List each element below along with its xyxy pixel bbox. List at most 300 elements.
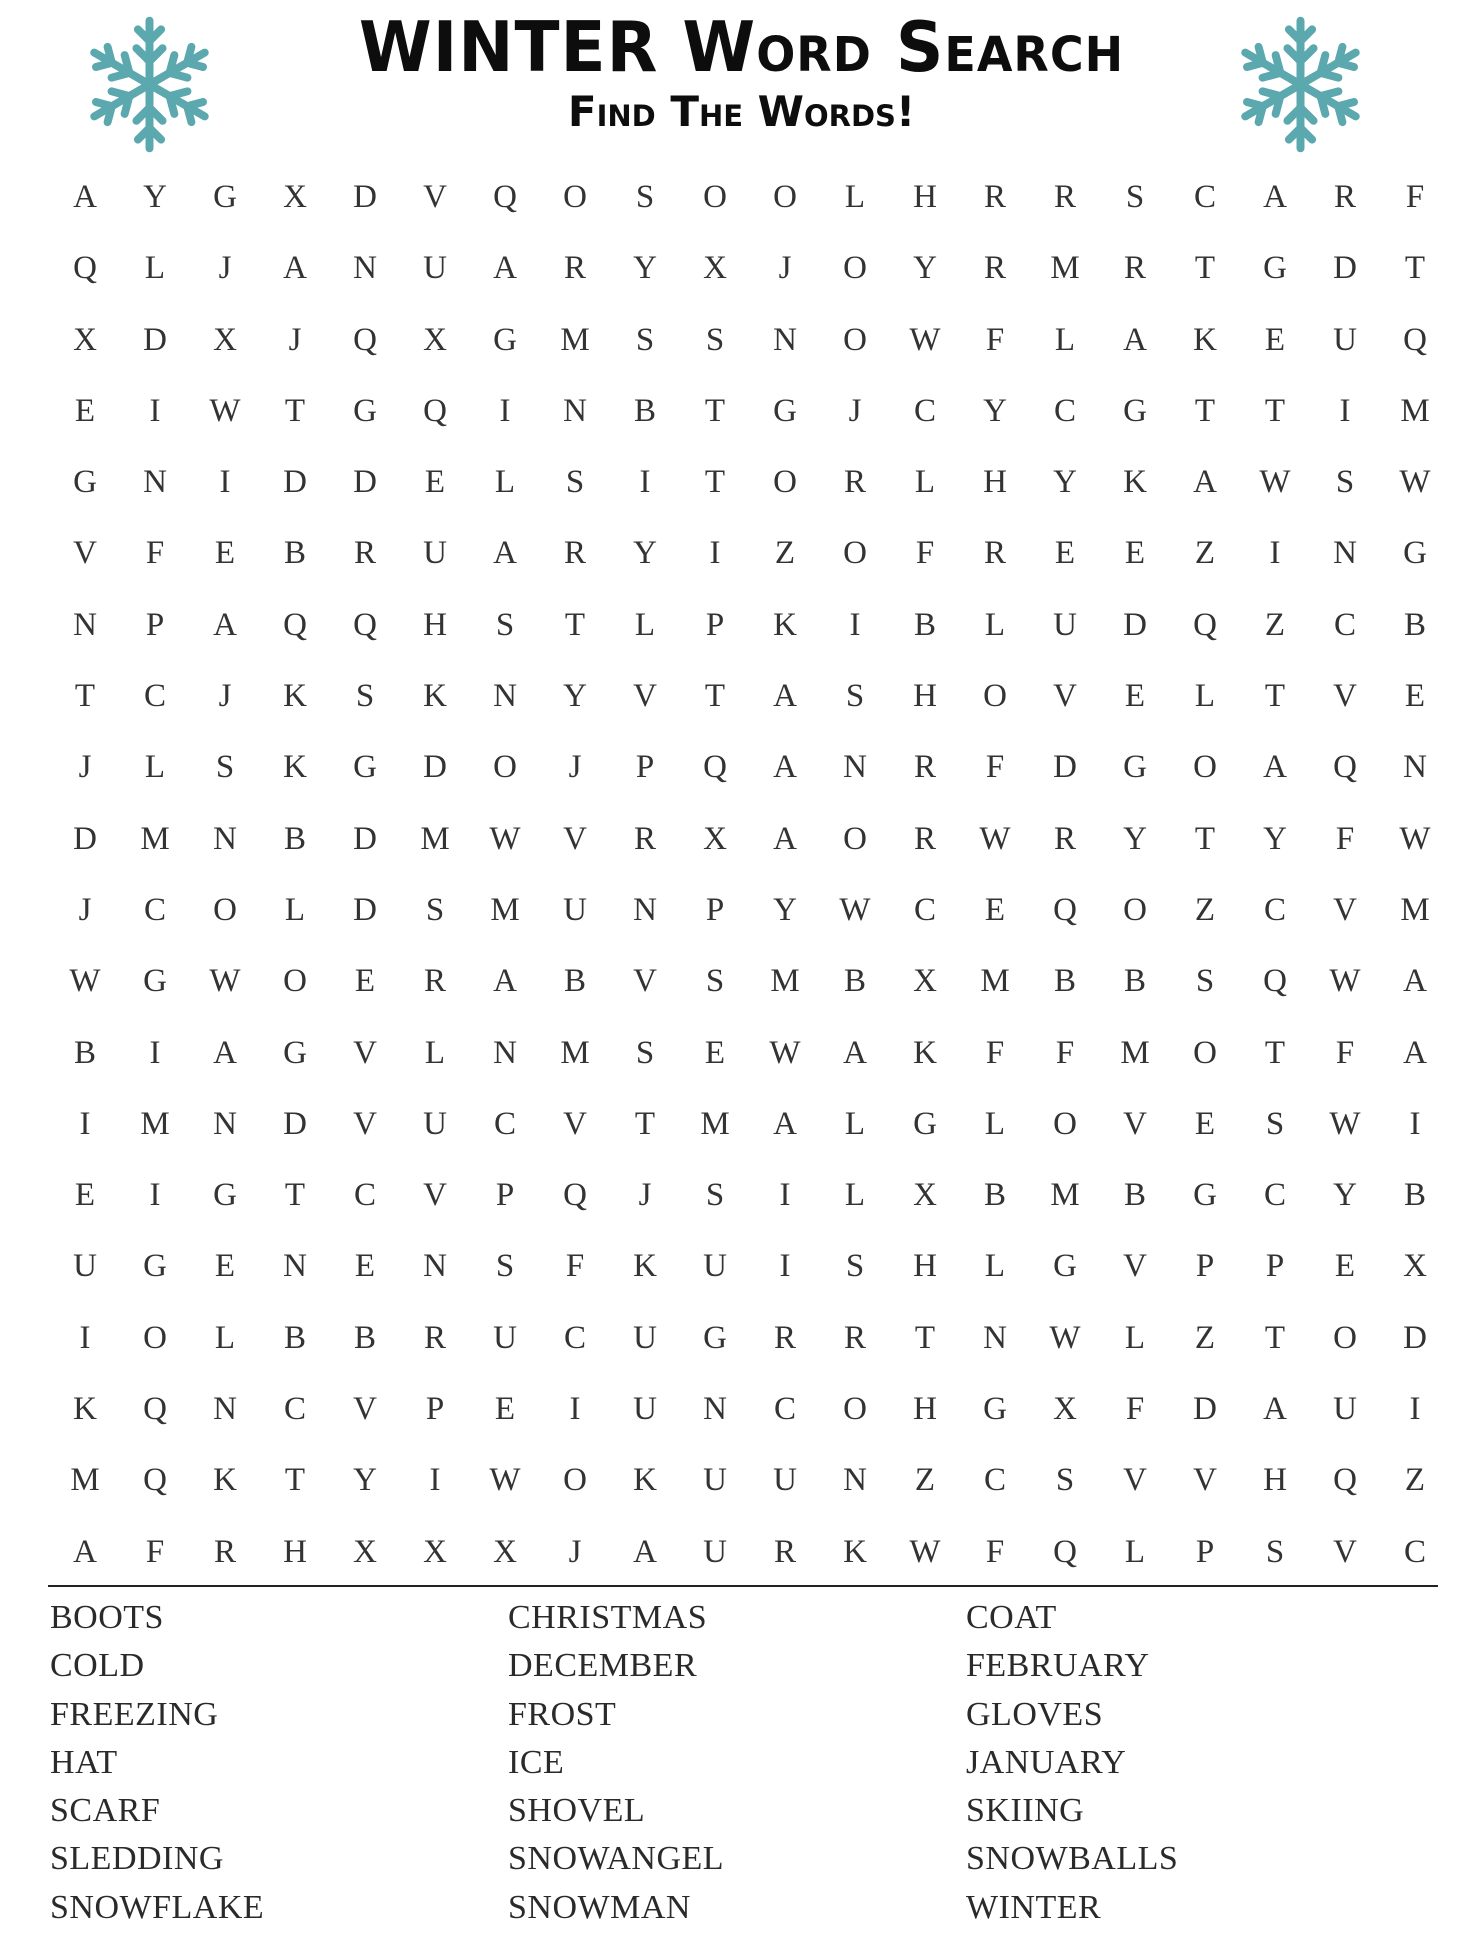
grid-cell: B [283,535,306,572]
grid-cell: T [1194,392,1216,429]
grid-cell: R [843,464,866,501]
grid-cell: I [709,535,721,572]
grid-cell: N [843,1462,867,1499]
grid-cell: O [843,321,867,358]
grid-cell: Q [1333,1462,1357,1499]
grid-cell: G [213,1177,237,1214]
grid-cell: S [495,606,515,643]
word-list-item: SLEDDING [50,1840,224,1878]
grid-cell: A [493,963,517,1000]
grid-cell: G [143,1248,167,1285]
grid-cell: T [1264,678,1286,715]
grid-cell: E [354,1248,376,1285]
grid-cell: S [1335,464,1355,501]
grid-cell: Y [1053,464,1077,501]
grid-cell: R [773,1319,796,1356]
grid-cell: G [353,392,377,429]
grid-cell: E [1124,535,1146,572]
grid-cell: Y [913,250,937,287]
grid-cell: W [909,321,941,358]
grid-cell: A [73,179,97,215]
grid-cell: G [703,1319,727,1356]
grid-cell: N [493,678,517,715]
grid-cell: F [915,535,935,572]
grid-cell: V [73,535,97,572]
grid-cell: M [1120,1034,1150,1071]
grid-cell: K [423,678,447,715]
grid-cell: U [1053,606,1077,643]
grid-cell: L [844,179,866,215]
grid-cell: U [1333,1391,1357,1428]
grid-cell: O [773,179,797,215]
grid-cell: T [1194,820,1216,857]
grid-cell: R [983,250,1006,287]
grid-cell: D [283,464,307,501]
grid-cell: I [429,1462,441,1499]
grid-cell: V [1193,1462,1217,1499]
grid-cell: T [704,392,726,429]
grid-cell: X [703,250,727,287]
grid-cell: P [1195,1533,1215,1570]
grid-cell: U [563,891,587,928]
grid-cell: M [70,1462,100,1499]
grid-cell: O [773,464,797,501]
grid-cell: K [633,1248,657,1285]
grid-cell: T [284,1177,306,1214]
word-list-item: SNOWANGEL [508,1840,725,1878]
grid-cell: P [635,749,655,786]
grid-cell: K [283,678,307,715]
grid-cell: M [1400,392,1430,429]
grid-cell: N [1333,535,1357,572]
grid-cell: X [423,321,447,358]
grid-cell: C [283,1391,306,1428]
grid-cell: I [569,1391,581,1428]
grid-cell: U [703,1462,727,1499]
grid-cell: J [848,392,862,429]
grid-cell: L [284,891,306,928]
grid-cell: G [353,749,377,786]
word-list-item: DECEMBER [508,1647,698,1685]
grid-cell: W [1259,464,1291,501]
page-title: WINTER Word Search [358,7,1125,88]
grid-cell: W [839,891,871,928]
grid-cell: K [73,1391,97,1428]
grid-cell: N [213,1105,237,1142]
grid-cell: X [1403,1248,1427,1285]
grid-cell: F [1335,820,1355,857]
grid-cell: V [563,820,587,857]
grid-cell: B [1123,963,1146,1000]
grid-cell: G [213,179,237,215]
grid-cell: S [355,678,375,715]
grid-cell: S [1055,1462,1075,1499]
grid-cell: E [354,963,376,1000]
grid-cell: Z [1264,606,1286,643]
grid-cell: F [565,1248,585,1285]
grid-cell: L [634,606,656,643]
grid-cell: Q [493,179,517,215]
grid-cell: E [1404,678,1426,715]
grid-cell: B [983,1177,1006,1214]
grid-cell: C [913,392,936,429]
grid-cell: Y [563,678,587,715]
grid-cell: E [1054,535,1076,572]
grid-cell: L [1054,321,1076,358]
grid-cell: Q [1333,749,1357,786]
grid-cell: A [773,820,797,857]
grid-cell: M [770,963,800,1000]
grid-cell: T [1264,1034,1286,1071]
grid-cell: N [213,820,237,857]
grid-cell: M [560,1034,590,1071]
grid-cell: Z [914,1462,936,1499]
grid-cell: M [420,820,450,857]
grid-cell: D [73,820,97,857]
grid-cell: Q [1193,606,1217,643]
grid-cell: V [1123,1248,1147,1285]
grid-cell: D [1053,749,1077,786]
grid-cell: S [635,179,655,215]
grid-cell: G [1263,250,1287,287]
grid-cell: A [1403,1034,1427,1071]
grid-cell: D [283,1105,307,1142]
grid-cell: M [980,963,1010,1000]
grid-cell: Q [703,749,727,786]
grid-cell: M [140,820,170,857]
grid-cell: T [284,1462,306,1499]
grid-cell: W [69,963,101,1000]
grid-cell: L [144,749,166,786]
grid-cell: J [218,250,232,287]
grid-cell: Z [1404,1462,1426,1499]
grid-cell: O [213,891,237,928]
grid-cell: V [1333,1533,1357,1570]
grid-cell: S [705,321,725,358]
grid-cell: R [983,535,1006,572]
grid-cell: F [985,749,1005,786]
grid-cell: K [1193,321,1217,358]
grid-cell: T [914,1319,936,1356]
grid-cell: I [149,1177,161,1214]
grid-cell: J [78,891,92,928]
grid-cell: S [495,1248,515,1285]
word-list-item: SHOVEL [508,1792,646,1830]
grid-cell: E [1124,678,1146,715]
grid-cell: K [913,1034,937,1071]
grid-cell: B [563,963,586,1000]
grid-cell: A [213,606,237,643]
grid-cell: M [560,321,590,358]
grid-cell: B [1403,606,1426,643]
grid-cell: D [353,820,377,857]
grid-cell: Q [353,321,377,358]
grid-cell: A [773,749,797,786]
grid-cell: O [983,678,1007,715]
grid-cell: M [1050,1177,1080,1214]
grid-cell: Q [1403,321,1427,358]
word-list-item: GLOVES [966,1695,1104,1733]
grid-cell: D [353,464,377,501]
grid-cell: P [1195,1248,1215,1285]
word-list-item: FEBRUARY [966,1647,1150,1685]
grid-cell: S [215,749,235,786]
grid-cell: N [283,1248,307,1285]
grid-cell: N [703,1391,727,1428]
grid-cell: J [218,678,232,715]
grid-cell: V [1333,891,1357,928]
grid-cell: F [985,1034,1005,1071]
grid-cell: L [1124,1319,1146,1356]
grid-cell: D [1333,250,1357,287]
grid-cell: N [983,1319,1007,1356]
grid-cell: S [635,321,655,358]
grid-cell: X [913,963,937,1000]
grid-cell: X [353,1533,377,1570]
grid-cell: Y [143,179,167,215]
grid-cell: Q [353,606,377,643]
grid-cell: W [979,820,1011,857]
grid-cell: Q [143,1462,167,1499]
grid-cell: Q [73,250,97,287]
grid-cell: O [563,179,587,215]
grid-cell: S [1125,179,1145,215]
word-list-item: WINTER [966,1888,1102,1926]
grid-cell: D [1123,606,1147,643]
grid-cell: W [489,1462,521,1499]
grid-cell: U [773,1462,797,1499]
grid-cell: H [913,678,937,715]
grid-cell: Y [633,250,657,287]
grid-cell: V [353,1105,377,1142]
grid-cell: U [703,1248,727,1285]
grid-cell: A [1263,1391,1287,1428]
grid-cell: O [1193,749,1217,786]
grid-cell: L [914,464,936,501]
grid-cell: Y [1123,820,1147,857]
grid-cell: E [1334,1248,1356,1285]
grid-cell: S [705,963,725,1000]
grid-cell: O [843,1391,867,1428]
grid-cell: J [78,749,92,786]
grid-cell: S [845,1248,865,1285]
word-list-item: FREEZING [50,1695,219,1733]
grid-cell: I [1409,1105,1421,1142]
grid-cell: W [909,1533,941,1570]
grid-cell: G [773,392,797,429]
word-list-item: BOOTS [50,1599,164,1636]
grid-cell: I [639,464,651,501]
word-list-item: CHRISTMAS [508,1599,708,1636]
grid-cell: N [563,392,587,429]
grid-cell: C [1193,179,1216,215]
grid-cell: U [703,1533,727,1570]
grid-cell: A [1123,321,1147,358]
grid-cell: E [74,1177,96,1214]
grid-cell: R [353,535,376,572]
grid-cell: E [494,1391,516,1428]
grid-cell: L [144,250,166,287]
grid-cell: G [1193,1177,1217,1214]
grid-cell: W [1049,1319,1081,1356]
word-list-item: HAT [50,1743,118,1781]
grid-cell: I [219,464,231,501]
grid-cell: F [985,1533,1005,1570]
grid-cell: G [1403,535,1427,572]
grid-cell: R [1053,820,1076,857]
grid-cell: R [1123,250,1146,287]
grid-cell: K [633,1462,657,1499]
grid-cell: L [984,1248,1006,1285]
grid-cell: Y [1333,1177,1357,1214]
grid-cell: V [353,1034,377,1071]
grid-cell: C [143,678,166,715]
grid-cell: Q [1053,1533,1077,1570]
grid-cell: D [143,321,167,358]
grid-cell: T [704,464,726,501]
grid-cell: N [353,250,377,287]
grid-cell: F [1055,1034,1075,1071]
grid-cell: A [773,1105,797,1142]
grid-cell: T [1404,250,1426,287]
grid-cell: O [143,1319,167,1356]
grid-cell: X [913,1177,937,1214]
grid-cell: T [1264,392,1286,429]
grid-cell: G [1123,749,1147,786]
grid-cell: K [283,749,307,786]
grid-cell: W [1329,963,1361,1000]
grid-cell: R [913,749,936,786]
grid-cell: O [1333,1319,1357,1356]
grid-cell: F [985,321,1005,358]
grid-cell: V [423,1177,447,1214]
grid-cell: L [984,1105,1006,1142]
grid-cell: Y [1263,820,1287,857]
grid-cell: T [1264,1319,1286,1356]
grid-cell: A [283,250,307,287]
grid-cell: A [213,1034,237,1071]
grid-cell: N [773,321,797,358]
grid-cell: O [843,535,867,572]
grid-cell: K [1123,464,1147,501]
grid-cell: C [493,1105,516,1142]
grid-cell: W [1399,464,1431,501]
grid-cell: X [1053,1391,1077,1428]
grid-cell: W [1329,1105,1361,1142]
grid-cell: L [494,464,516,501]
grid-cell: U [493,1319,517,1356]
grid-cell: F [1125,1391,1145,1428]
grid-cell: U [1333,321,1357,358]
grid-cell: L [1194,678,1216,715]
grid-cell: V [1123,1105,1147,1142]
grid-cell: O [843,250,867,287]
grid-cell: T [704,678,726,715]
grid-cell: X [493,1533,517,1570]
word-list-item: COLD [50,1647,145,1685]
word-list-item: SKIING [966,1792,1085,1830]
grid-cell: T [1194,250,1216,287]
grid-cell: C [913,891,936,928]
grid-cell: S [425,891,445,928]
grid-cell: R [913,820,936,857]
grid-cell: H [1263,1462,1287,1499]
grid-cell: S [845,678,865,715]
grid-cell: H [913,1248,937,1285]
grid-cell: N [73,606,97,643]
grid-cell: R [563,250,586,287]
grid-cell: U [633,1319,657,1356]
grid-cell: B [283,820,306,857]
grid-cell: A [73,1533,97,1570]
grid-cell: A [843,1034,867,1071]
grid-cell: A [493,535,517,572]
grid-cell: G [1053,1248,1077,1285]
grid-cell: G [913,1105,937,1142]
grid-cell: P [145,606,165,643]
grid-cell: X [73,321,97,358]
grid-cell: Y [773,891,797,928]
grid-cell: E [704,1034,726,1071]
grid-cell: R [773,1533,796,1570]
grid-cell: U [633,1391,657,1428]
grid-cell: O [493,749,517,786]
grid-cell: I [1339,392,1351,429]
grid-cell: P [495,1177,515,1214]
grid-cell: E [984,891,1006,928]
grid-cell: E [214,535,236,572]
grid-cell: U [423,535,447,572]
grid-cell: M [490,891,520,928]
grid-cell: M [1400,891,1430,928]
grid-cell: D [1403,1319,1427,1356]
page-subtitle: Find The Words! [567,87,916,136]
grid-cell: F [145,1533,165,1570]
grid-cell: Z [1194,1319,1216,1356]
grid-cell: N [1403,749,1427,786]
word-list-item: SNOWMAN [508,1888,691,1926]
grid-cell: I [849,606,861,643]
grid-cell: N [143,464,167,501]
grid-cell: W [209,963,241,1000]
grid-cell: O [283,963,307,1000]
grid-cell: B [1403,1177,1426,1214]
grid-cell: R [843,1319,866,1356]
grid-cell: A [493,250,517,287]
grid-cell: G [283,1034,307,1071]
grid-cell: P [705,606,725,643]
grid-cell: A [1403,963,1427,1000]
grid-cell: Q [143,1391,167,1428]
grid-cell: U [73,1248,97,1285]
grid-cell: N [633,891,657,928]
grid-cell: A [773,678,797,715]
grid-cell: V [353,1391,377,1428]
grid-cell: V [563,1105,587,1142]
grid-cell: W [1399,820,1431,857]
grid-cell: I [779,1177,791,1214]
grid-cell: J [288,321,302,358]
grid-cell: J [778,250,792,287]
grid-cell: E [424,464,446,501]
grid-cell: L [984,606,1006,643]
grid-cell: Z [1194,891,1216,928]
grid-cell: E [74,392,96,429]
grid-cell: Y [353,1462,377,1499]
grid-cell: B [1053,963,1076,1000]
grid-cell: N [423,1248,447,1285]
word-list-item: SNOWBALLS [966,1840,1179,1878]
